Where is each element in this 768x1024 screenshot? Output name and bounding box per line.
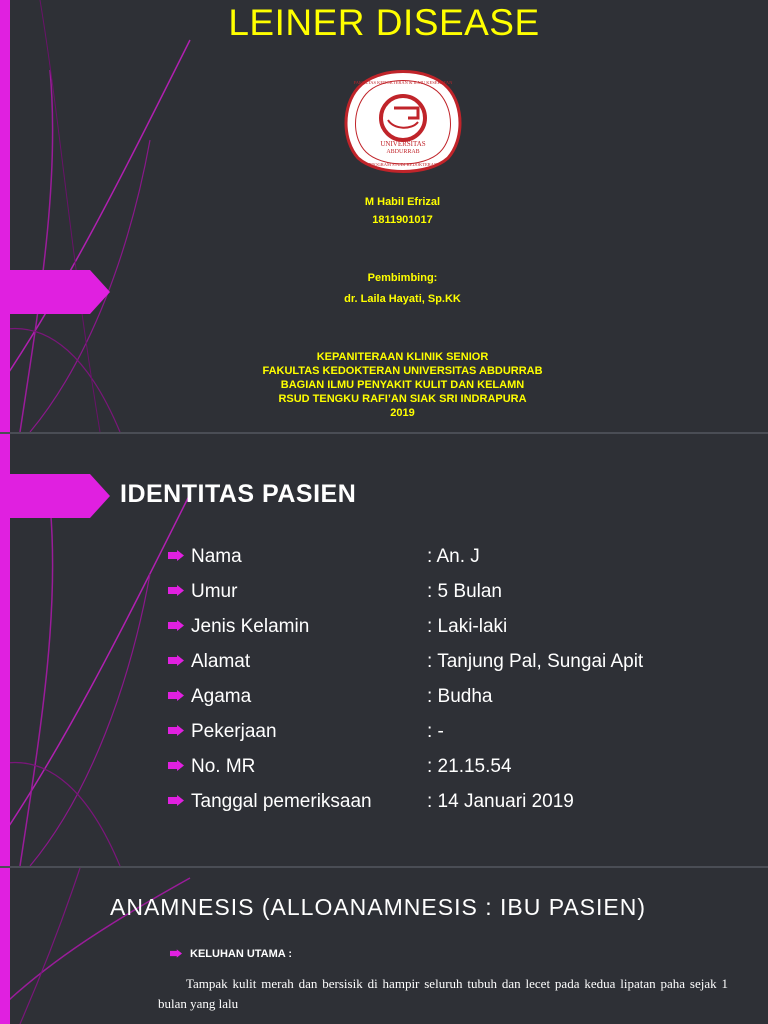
identity-label: Pekerjaan xyxy=(191,721,277,742)
arrow-bullet-icon xyxy=(168,655,184,666)
arrow-bullet-icon xyxy=(168,690,184,701)
identity-label: Umur xyxy=(191,581,238,602)
identity-value: : - xyxy=(427,721,444,742)
institution-line: FAKULTAS KEDOKTERAN UNIVERSITAS ABDURRAB xyxy=(262,365,543,377)
patient-identity-slide xyxy=(0,434,768,866)
identity-label: Nama xyxy=(191,546,242,567)
section-subheading xyxy=(170,948,292,960)
logo-ring-text-bottom: PROGRAM STUDI KEDOKTERAN xyxy=(368,162,438,167)
advisor-label: Pembimbing: xyxy=(367,272,438,284)
identity-value: : 14 Januari 2019 xyxy=(427,791,574,812)
advisor-name: dr. Laila Hayati, Sp.KK xyxy=(344,293,461,305)
institution-year: 2019 xyxy=(390,407,415,419)
student-id: 1811901017 xyxy=(372,214,433,226)
identity-label: No. MR xyxy=(191,756,256,777)
slide-title: ANAMNESIS (ALLOANAMNESIS : IBU PASIEN) xyxy=(110,894,647,920)
institution-line: BAGIAN ILMU PENYAKIT KULIT DAN KELAMN xyxy=(280,379,525,391)
arrow-bullet-icon xyxy=(170,949,182,958)
identity-value: : An. J xyxy=(427,546,480,567)
identity-value: : 21.15.54 xyxy=(427,756,512,777)
identity-value: : Tanjung Pal, Sungai Apit xyxy=(427,651,644,672)
identity-label: Jenis Kelamin xyxy=(191,616,310,637)
identity-value: : Budha xyxy=(427,686,493,707)
slide-title: LEINER DISEASE xyxy=(228,2,540,43)
identity-label: Tanggal pemeriksaan xyxy=(191,791,372,812)
logo-ring-text-top: FAKULTAS KEDOKTERAN & ILMU KESEHATAN xyxy=(353,80,453,85)
arrow-bullet-icon xyxy=(168,760,184,771)
identity-label: Alamat xyxy=(191,651,251,672)
accent-bar-with-arrow xyxy=(0,434,112,866)
identity-value: : Laki-laki xyxy=(427,616,508,637)
logo-center-line1: UNIVERSITAS xyxy=(380,140,426,148)
subheading-text: KELUHAN UTAMA : xyxy=(190,948,293,960)
institution-line: RSUD TENGKU RAFI’AN SIAK SRI INDRAPURA xyxy=(278,393,527,405)
complaint-paragraph: Tampak kulit merah dan bersisik di hampir seluruh tubuh dan lecet pada kedua lipatan paha sejak 1 bulan yang lalu xyxy=(158,976,728,1011)
slide-title: IDENTITAS PASIEN xyxy=(120,480,357,508)
arrow-bullet-icon xyxy=(168,620,184,631)
anamnesis-slide xyxy=(0,868,768,1024)
arrow-bullet-icon xyxy=(168,585,184,596)
accent-bar xyxy=(0,868,20,1024)
arrow-bullet-icon xyxy=(168,795,184,806)
identity-label: Agama xyxy=(191,686,252,707)
arrow-bullet-icon xyxy=(168,550,184,561)
author-name: M Habil Efrizal xyxy=(364,196,441,208)
title-slide xyxy=(0,0,768,432)
arrow-bullet-icon xyxy=(168,725,184,736)
identity-value: : 5 Bulan xyxy=(427,581,502,602)
university-logo xyxy=(338,60,468,180)
logo-center-line2: ABDURRAB xyxy=(386,149,420,155)
institution-line: KEPANITERAAN KLINIK SENIOR xyxy=(316,351,489,363)
